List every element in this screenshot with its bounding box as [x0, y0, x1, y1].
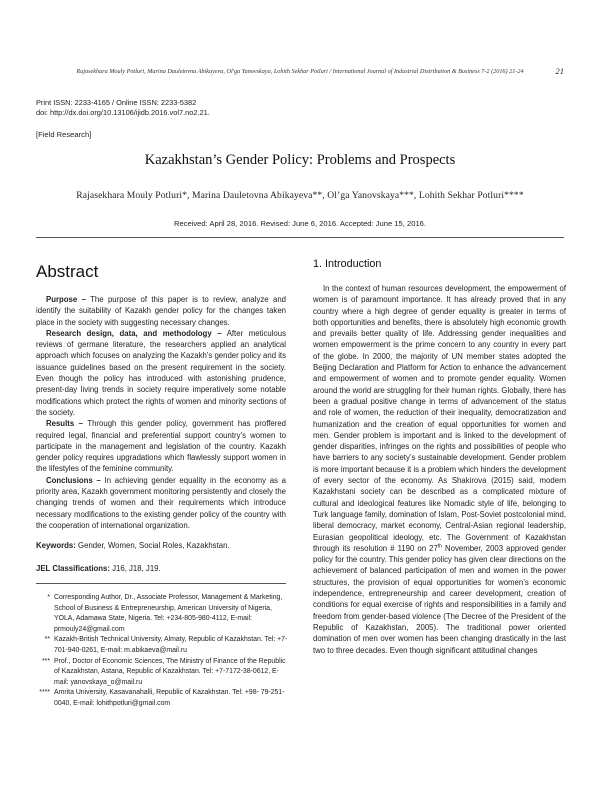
keywords-label: Keywords:	[36, 541, 76, 550]
footnote-text: Prof., Doctor of Economic Sciences, The Ministry of Finance of the Republic of Kazakhstan, Astana, Republic of Kazakhstan. Tel: +7-7172-38-0612, E-mail: yanovskaya_o@mail.ru	[54, 657, 286, 686]
footnote-text: Corresponding Author, Dr., Associate Professor, Management & Marketing, School of Business & Entrepreneurship, American University of Nigeria, YOLA, Adamawa State, Nigeria. Tel: +234-805-980-4112, E-mail: prmouly24@gmail.com	[54, 594, 283, 633]
jel-label: JEL Classifications:	[36, 564, 110, 573]
abstract-method	[36, 328, 286, 418]
results-text: Through this gender policy, government has proffered required legal, financial and preferential support country’s women to participate in the management and legislation of the country. Kazakh gender policy requires upgradations which flawlessly support women in the lifestyles of the feminine community.	[36, 419, 286, 474]
field-label: [Field Research]	[36, 130, 92, 139]
results-label: Results –	[46, 419, 83, 429]
conclusions-text: In achieving gender equality in the economy as a priority area, Kazakh government monitoring persistently and closely the changing trends of women and their requirements which introduce necessary modifications to the existing gender policy of the country with the cooperation of international organization.	[36, 475, 286, 530]
footnote	[36, 688, 290, 709]
introduction-body	[313, 283, 566, 656]
footnote-mark: **	[44, 636, 50, 644]
method-label: Research design, data, and methodology –	[46, 328, 222, 338]
running-head: Rajasekhara Mouly Potluri, Marina Dauletovna Abikayeva, Ol'ga Yanovskaya, Lohith Sekhar Potluri / International Journal of Industrial Distribution & Business 7-2 (2016) 21-24	[76, 68, 524, 75]
footnote-mark: ***	[41, 657, 50, 665]
footnote	[36, 657, 290, 689]
keywords-text: Gender, Women, Social Roles, Kazakhstan.	[75, 541, 230, 550]
footnotes	[36, 593, 290, 710]
abstract-body	[36, 294, 286, 531]
method-text: After meticulous reviews of germane literature, the researchers applied an analytical approach which focuses on analyzing the Kazakh’s gender policy and its issuance guidelines based on the present requirement in the society. Even though the policy has introduced with astonishing prudence, present-day living trends in society require imperatively some notable modifications which protect the rights of women and minority sections of the society.	[36, 328, 286, 417]
page-number: 21	[555, 66, 564, 76]
jel-classifications	[36, 564, 286, 573]
doi-line[interactable]: doi: http://dx.doi.org/10.13106/ijidb.2016.vol7.no2.21.	[36, 107, 210, 117]
received-dates: Received: April 28, 2016. Revised: June 6, 2016. Accepted: June 15, 2016.	[173, 219, 427, 228]
abstract-purpose	[36, 294, 286, 328]
footnote-text: Kazakh-British Technical University, Almaty, Republic of Kazakhstan. Tel: +7-701-940-0261, E-mail: m.abikaeva@mail.ru	[54, 636, 288, 654]
footnote-divider	[36, 583, 286, 584]
intro-superscript: th	[437, 543, 442, 550]
intro-text-b: November, 2003 approved gender policy for the country. This gender policy has given clear directions on the achievement of balanced participation of men and women in the power structures, the provision of equal opportunities for women’s economic independence, entrepreneurship and career development, creation of conditions for equal exercise of rights and responsibilities in a family and freedom from gender-based violence (The Decree of the President of the Republic of Kazakhstan, 2005). The traditional power oriented domination of men over women has been changing drastically in the last two to three decades. Even though significant attitudinal changes	[313, 543, 566, 655]
footnote-mark: *	[47, 594, 50, 601]
issn-block	[36, 98, 210, 117]
abstract-conclusions	[36, 475, 286, 531]
introduction-heading: 1. Introduction	[313, 258, 382, 270]
paper-title: Kazakhstan’s Gender Policy: Problems and Prospects	[144, 152, 456, 168]
footnote	[36, 593, 290, 635]
issn-line: Print ISSN: 2233-4165 / Online ISSN: 2233-5382	[36, 98, 197, 107]
jel-text: J16, J18, J19.	[109, 564, 161, 573]
footnote-text: Amrita University, Kasavanahalli, Republic of Kazakhstan. Tel: +98- 79-251-0040, E-mail: lohithpotluri@gmail.com	[54, 689, 285, 707]
footnote	[36, 635, 290, 656]
abstract-results	[36, 418, 286, 474]
author-list: Rajasekhara Mouly Potluri*, Marina Dauletovna Abikayeva**, Ol’ga Yanovskaya***, Lohith Sekhar Potluri****	[76, 190, 524, 201]
purpose-text: The purpose of this paper is to review, analyze and identify the suitability of Kazakh gender policy for the changes taken place in the society with suggesting necessary changes.	[36, 295, 287, 327]
purpose-label: Purpose –	[46, 295, 86, 304]
intro-text-a: In the context of human resources development, the empowerment of women is of paramount importance. It has already proved that in any country where a high degree of gender equality is greater in terms of both opportunities and benefits, there is absolutely high economic growth and prevails better quality of life. Addressing gender inequalities and women empowerment is the prime concern to any country in every part of the globe. In 2000, the majority of UN member states adopted the Beijing Declaration and Platform for Action to enhance the advancement and empowerment of women and to promote gender equality. Women around the world are struggling for their human rights. Globally, there has been a gradual positive change in terms of advancement of the status and role of women, the reduction of their inequality, democratization and humanization and the creation of equal opportunities for women and men. Gender problem is important and is linked to the development of gender disparities, infringes on the rights and possibilities of people who have barriers to any society’s sustainable development. Gender problem is more important because it is a problem which hinders the development of every sector of the economy. As Shakirova (2015) said, modern Kazakhstani society can be described as a complicated mixture of cultural and ideological features like Nomadic style of life, belonging to Turk language family, domination of Islam, Post-Soviet postcolonial mind, liberal democracy, market economy, Central-Asian regional leadership, Eurasian geopolitical ideology, etc. The Government of Kazakhstan through its resolution # 1190 on 27	[313, 284, 566, 553]
footnote-mark: ****	[39, 689, 50, 697]
abstract-heading: Abstract	[36, 262, 99, 281]
header-divider	[36, 237, 564, 238]
keywords	[36, 541, 286, 550]
conclusions-label: Conclusions –	[46, 475, 101, 485]
